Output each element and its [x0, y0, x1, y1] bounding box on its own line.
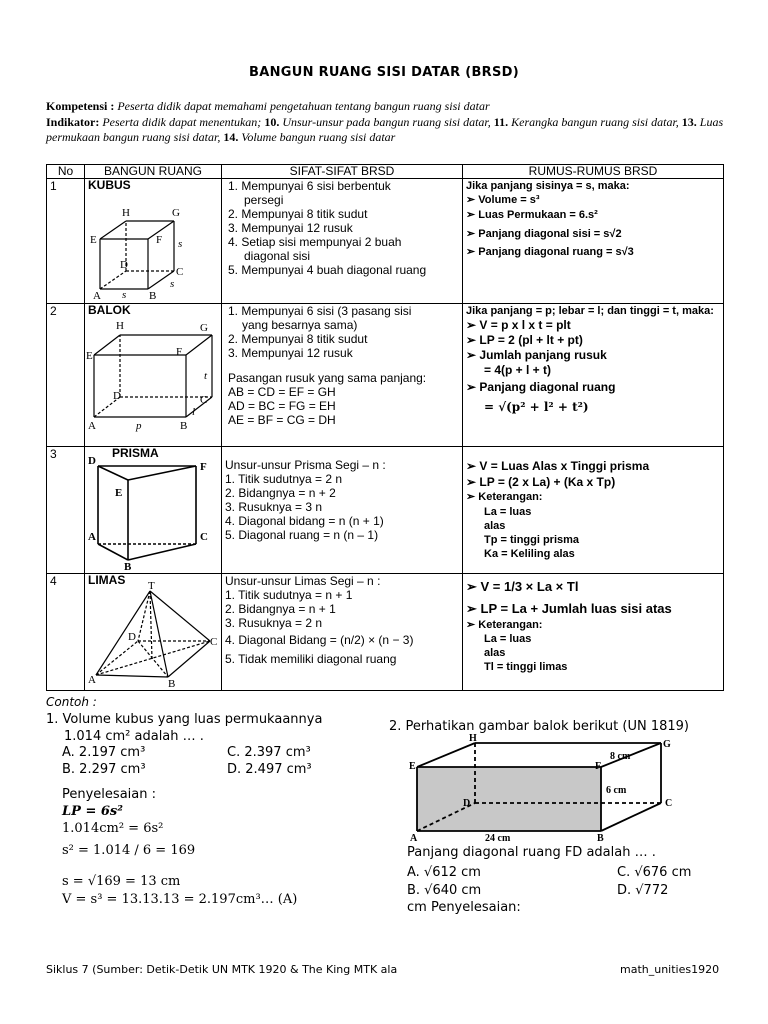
- rumus-item: [466, 363, 720, 378]
- sifat-item: 5. Diagonal ruang = n (n – 1): [225, 528, 379, 542]
- sifat-item: 3. Rusuknya = 2 n: [225, 616, 323, 630]
- sifat-item: 1. Mempunyai 6 sisi berbentuk: [228, 179, 391, 193]
- rumus-diag-ruang-value: = √(p² + l² + t²): [484, 400, 589, 414]
- row-figure-limas: [85, 574, 222, 691]
- keterangan-list: [466, 632, 720, 674]
- rumus-luas: Luas Permukaan = 6.s²: [478, 209, 598, 221]
- table-row: [47, 179, 724, 304]
- label-g: G: [172, 207, 180, 219]
- indikator-n14: 14.: [223, 130, 239, 144]
- label-g: G: [663, 739, 671, 750]
- rumus-item: ➢ Volume = s³: [466, 194, 540, 206]
- label-d: D: [88, 455, 96, 467]
- row-name: BALOK: [88, 303, 131, 317]
- keterangan-item: alas: [484, 647, 506, 659]
- q2-question: Panjang diagonal ruang FD adalah … .: [407, 845, 656, 860]
- rumus-keterangan: Keterangan:: [478, 619, 543, 631]
- rumus-volume: V = Luas Alas x Tinggi prisma: [479, 459, 650, 473]
- header-sifat: SIFAT-SIFAT BRSD: [222, 165, 463, 179]
- label-d: D: [113, 390, 121, 402]
- q2-text: 2. Perhatikan gambar balok berikut (UN 1819): [389, 719, 690, 734]
- q2-after: cm Penyelesaian:: [407, 900, 521, 915]
- label-l: l: [192, 406, 196, 418]
- rumus-item: ➢ LP = (2 x La) + (Ka x Tp): [466, 475, 616, 489]
- keterangan-item: La = luas: [484, 633, 532, 645]
- label-a: A: [88, 674, 96, 686]
- q1-step-4: s = √169 = 13 cm: [62, 874, 181, 889]
- rumus-diag-sisi: Panjang diagonal sisi = s√2: [478, 228, 622, 240]
- sifat-item: 2. Bidangnya = n + 2: [225, 486, 336, 500]
- row-rumus: [463, 574, 724, 691]
- row-sifat: [222, 574, 463, 691]
- rumus-item: ➢ Keterangan:: [466, 619, 543, 631]
- sifat-item: 2. Bidangnya = n + 1: [225, 602, 336, 616]
- sifat-item: 4. Setiap sisi mempunyai 2 buah: [228, 235, 402, 249]
- sifat-item: yang besarnya sama): [242, 318, 358, 332]
- rumus-item: ➢ Keterangan:: [466, 491, 543, 503]
- label-t: t: [204, 370, 208, 382]
- indikator-text-b: Unsur-unsur pada bangun ruang sisi datar,: [282, 115, 491, 129]
- rumus-volume: Volume = s³: [478, 194, 540, 206]
- label-a: A: [88, 420, 96, 432]
- label-6cm: 6 cm: [606, 785, 627, 796]
- indikator-text-c: Kerangka bangun ruang sisi datar,: [511, 115, 679, 129]
- rumus-lp: LP = La + Jumlah luas sisi atas: [480, 601, 672, 616]
- q2-option-b: B. √640 cm: [407, 883, 482, 898]
- q1-penyelesaian: Penyelesaian :: [62, 787, 156, 802]
- row-sifat: [222, 447, 463, 574]
- row-no: 2: [47, 304, 85, 447]
- sifat-item: 5. Mempunyai 4 buah diagonal ruang: [228, 263, 427, 277]
- keterangan-item: Ka = Keliling alas: [484, 548, 575, 560]
- sifat-item: 1. Mempunyai 6 sisi (3 pasang sisi: [228, 304, 412, 318]
- label-h: H: [116, 320, 124, 332]
- rumus-item: ➢ Panjang diagonal ruang = s√3: [466, 246, 634, 258]
- rumus-item: [466, 396, 720, 418]
- label-c: C: [176, 266, 184, 278]
- label-t: T: [148, 580, 155, 592]
- label-b: B: [168, 678, 176, 690]
- label-g: G: [200, 322, 208, 334]
- indikator: [46, 115, 726, 145]
- rumus-lp: LP = 2 (pl + lt + pt): [479, 333, 583, 347]
- table-row: [47, 447, 724, 574]
- sifat-title: Unsur-unsur Limas Segi – n :: [225, 574, 381, 588]
- label-f: F: [176, 346, 183, 358]
- label-d: D: [128, 631, 136, 643]
- label-e: E: [90, 234, 97, 246]
- keterangan-item: alas: [484, 520, 506, 532]
- rumus-diag-ruang: Panjang diagonal ruang = s√3: [478, 246, 634, 258]
- label-h: H: [122, 207, 130, 219]
- label-c: C: [210, 636, 218, 648]
- brsd-table: [46, 164, 724, 691]
- rumus-item: ➢ V = p x l x t = plt: [466, 318, 571, 332]
- indikator-n10: 10.: [264, 115, 280, 129]
- row-rumus: [463, 447, 724, 574]
- kompetensi-label: Kompetensi :: [46, 99, 115, 113]
- sifat-item: 3. Rusuknya = 3 n: [225, 500, 323, 514]
- q1-option-b: B. 2.297 cm³: [62, 762, 146, 777]
- q1-step-5: V = s³ = 13.13.13 = 2.197cm³… (A): [62, 892, 298, 907]
- q2-option-a: A. √612 cm: [407, 865, 481, 880]
- q1-option-c: C. 2.397 cm³: [227, 745, 311, 760]
- label-d: D: [463, 798, 471, 809]
- indikator-label: Indikator:: [46, 115, 100, 129]
- label-s1: s: [122, 289, 127, 301]
- sifat-item: AD = BC = FG = EH: [228, 399, 336, 413]
- row-sifat: [222, 304, 463, 447]
- q1-step-1: LP = 6s²: [62, 804, 123, 819]
- rumus-item: ➢ Panjang diagonal sisi = s√2: [466, 228, 622, 240]
- keterangan-item: Tl = tinggi limas: [484, 661, 568, 673]
- label-e: E: [115, 487, 123, 499]
- contoh-label: Contoh :: [46, 695, 97, 709]
- label-b: B: [149, 290, 157, 302]
- label-s3: s: [170, 278, 175, 290]
- sifat-item: 1. Titik sudutnya = n + 1: [225, 588, 353, 602]
- rumus-item: ➢ V = 1/3 × La × Tl: [466, 579, 579, 594]
- prisma-figure: [88, 455, 218, 573]
- rumus-item: ➢ V = Luas Alas x Tinggi prisma: [466, 459, 650, 473]
- label-c: C: [200, 394, 208, 406]
- rumus-volume: V = 1/3 × La × Tl: [480, 579, 579, 594]
- row-figure-kubus: [85, 179, 222, 304]
- label-8cm: 8 cm: [610, 751, 631, 762]
- rumus-jumlah-rusuk: Jumlah panjang rusuk: [479, 348, 607, 362]
- label-e: E: [86, 350, 93, 362]
- rumus-item: ➢ Jumlah panjang rusuk: [466, 348, 607, 362]
- label-f: F: [595, 761, 602, 772]
- sifat-item: 3. Mempunyai 12 rusuk: [228, 221, 353, 235]
- sifat-item: 5. Tidak memiliki diagonal ruang: [225, 652, 397, 666]
- row-sifat: [222, 179, 463, 304]
- rumus-item: ➢ Panjang diagonal ruang: [466, 380, 616, 394]
- balok-figure: [88, 317, 218, 443]
- sifat-item: 4. Diagonal Bidang = (n/2) × (n − 3): [225, 633, 414, 647]
- q1-option-d: D. 2.497 cm³: [227, 762, 312, 777]
- row-name: KUBUS: [88, 178, 131, 192]
- label-f: F: [156, 234, 163, 246]
- q1-text: 1. Volume kubus yang luas permukaannya: [46, 712, 323, 727]
- indikator-text-d: Luas permukaan bangun ruang sisi datar,: [46, 115, 724, 144]
- row-name: PRISMA: [112, 446, 159, 460]
- row-figure-balok: [85, 304, 222, 447]
- row-rumus: [463, 179, 724, 304]
- label-c: C: [665, 798, 673, 809]
- table-header-row: [47, 165, 724, 179]
- kompetensi: [46, 99, 726, 114]
- sifat-item: Pasangan rusuk yang sama panjang:: [228, 371, 427, 385]
- footer-left: Siklus 7 (Sumber: Detik-Detik UN MTK 1920 & The King MTK ala: [46, 963, 398, 976]
- rumus-keterangan: Keterangan:: [478, 491, 543, 503]
- rumus-lp: LP = (2 x La) + (Ka x Tp): [479, 475, 616, 489]
- q1-option-a: A. 2.197 cm³: [62, 745, 146, 760]
- q2-balok-figure: [405, 735, 685, 845]
- label-a: A: [88, 531, 96, 543]
- label-h: H: [469, 733, 477, 744]
- row-rumus: [463, 304, 724, 447]
- label-c: C: [200, 531, 208, 543]
- label-b: B: [597, 833, 604, 844]
- label-e: E: [409, 761, 416, 772]
- header-no: No: [47, 165, 85, 179]
- keterangan-item: Tp = tinggi prisma: [484, 534, 580, 546]
- sifat-item: 2. Mempunyai 8 titik sudut: [228, 207, 368, 221]
- kompetensi-text: Peserta didik dapat memahami pengetahuan tentang bangun ruang sisi datar: [117, 99, 490, 113]
- q1-step-2: 1.014cm² = 6s²: [62, 821, 164, 836]
- keterangan-item: La = luas: [484, 506, 532, 518]
- rumus-item: ➢ Luas Permukaan = 6.s²: [466, 209, 598, 221]
- sifat-item: diagonal sisi: [244, 249, 311, 263]
- rumus-volume: V = p x l x t = plt: [479, 318, 571, 332]
- kubus-figure: [88, 192, 218, 300]
- sifat-spacer: [228, 360, 459, 371]
- label-a: A: [410, 833, 418, 844]
- label-s2: s: [178, 238, 183, 250]
- sifat-item: AE = BF = CG = DH: [228, 413, 336, 427]
- rumus-item: ➢ LP = La + Jumlah luas sisi atas: [466, 601, 672, 616]
- rumus-item: ➢ LP = 2 (pl + lt + pt): [466, 333, 583, 347]
- rumus-jumlah-rusuk-value: = 4(p + l + t): [484, 363, 552, 377]
- sifat-title: Unsur-unsur Prisma Segi – n :: [225, 458, 386, 472]
- indikator-text-e: Volume bangun ruang sisi datar: [241, 130, 396, 144]
- indikator-text-a: Peserta didik dapat menentukan;: [102, 115, 262, 129]
- sifat-item: persegi: [244, 193, 284, 207]
- indikator-n13: 13.: [681, 115, 697, 129]
- label-p: p: [136, 420, 142, 432]
- row-no: 3: [47, 447, 85, 574]
- label-d: D: [120, 259, 128, 271]
- row-no: 1: [47, 179, 85, 304]
- sifat-item: 4. Diagonal bidang = n (n + 1): [225, 514, 384, 528]
- table-row: [47, 304, 724, 447]
- page-title: BANGUN RUANG SISI DATAR (BRSD): [249, 65, 519, 80]
- q2-option-c: C. √676 cm: [617, 865, 692, 880]
- label-b: B: [180, 420, 188, 432]
- q1-step-3: s² = 1.014 / 6 = 169: [62, 843, 196, 858]
- footer-right: math_unities1920: [620, 963, 720, 976]
- keterangan-list: [466, 505, 720, 561]
- row-name: LIMAS: [88, 573, 126, 587]
- header-rumus: RUMUS-RUMUS BRSD: [463, 165, 724, 179]
- indikator-n11: 11.: [493, 115, 509, 129]
- rumus-diag-ruang: Panjang diagonal ruang: [479, 380, 616, 394]
- q2-option-d: D. √772: [617, 883, 669, 898]
- q1-text2: 1.014 cm² adalah … .: [64, 729, 204, 744]
- rumus-intro: Jika panjang = p; lebar = l; dan tinggi = t, maka:: [466, 305, 714, 317]
- label-f: F: [200, 461, 207, 473]
- row-no: 4: [47, 574, 85, 691]
- sifat-item: 3. Mempunyai 12 rusuk: [228, 346, 353, 360]
- label-24cm: 24 cm: [485, 833, 511, 844]
- label-a: A: [93, 290, 101, 302]
- table-row: [47, 574, 724, 691]
- sifat-item: AB = CD = EF = GH: [228, 385, 336, 399]
- header-bangun: BANGUN RUANG: [85, 165, 222, 179]
- sifat-item: 1. Titik sudutnya = 2 n: [225, 472, 343, 486]
- label-b: B: [124, 561, 132, 573]
- rumus-intro: Jika panjang sisinya = s, maka:: [466, 180, 630, 192]
- row-figure-prisma: [85, 447, 222, 574]
- sifat-item: 2. Mempunyai 8 titik sudut: [228, 332, 368, 346]
